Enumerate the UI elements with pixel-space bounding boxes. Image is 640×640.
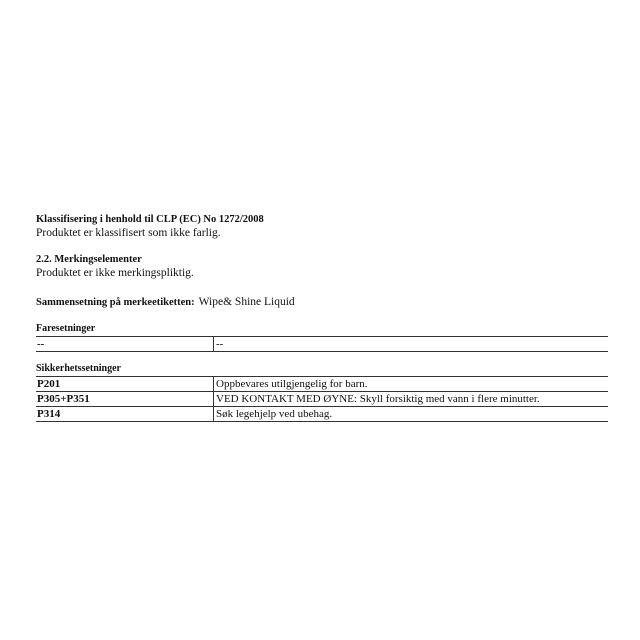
precaution-text: VED KONTAKT MED ØYNE: Skyll forsiktig med vann i flere minutter.	[214, 392, 609, 407]
table-row	[36, 407, 608, 422]
hazard-code: --	[36, 337, 214, 352]
hazard-section	[36, 323, 608, 352]
hazard-text: --	[214, 337, 609, 352]
precaution-section	[36, 363, 608, 422]
table-row	[36, 392, 608, 407]
composition-label: Sammensetning på merkeetiketten:	[36, 297, 195, 308]
labelling-section	[36, 254, 608, 280]
table-row	[36, 377, 608, 392]
classification-section	[36, 214, 608, 240]
composition-value: Wipe& Shine Liquid	[198, 296, 295, 308]
precaution-code: P305+P351	[36, 392, 214, 407]
document-page	[36, 214, 608, 422]
labelling-text: Produktet er ikke merkingspliktig.	[36, 267, 194, 279]
hazard-statements-table	[36, 336, 608, 352]
precautionary-statements-heading: Sikkerhetssetninger	[36, 363, 121, 374]
precaution-text: Oppbevares utilgjengelig for barn.	[214, 377, 609, 392]
labelling-heading: 2.2. Merkingselementer	[36, 254, 142, 265]
classification-heading: Klassifisering i henhold til CLP (EC) No 1272/2008	[36, 214, 264, 225]
hazard-statements-heading: Faresetninger	[36, 323, 96, 334]
table-row	[36, 337, 608, 352]
precaution-code: P314	[36, 407, 214, 422]
precaution-code: P201	[36, 377, 214, 392]
classification-text: Produktet er klassifisert som ikke farlig.	[36, 227, 221, 239]
composition-line	[36, 292, 608, 310]
precautionary-statements-table	[36, 376, 608, 422]
precaution-text: Søk legehjelp ved ubehag.	[214, 407, 609, 422]
